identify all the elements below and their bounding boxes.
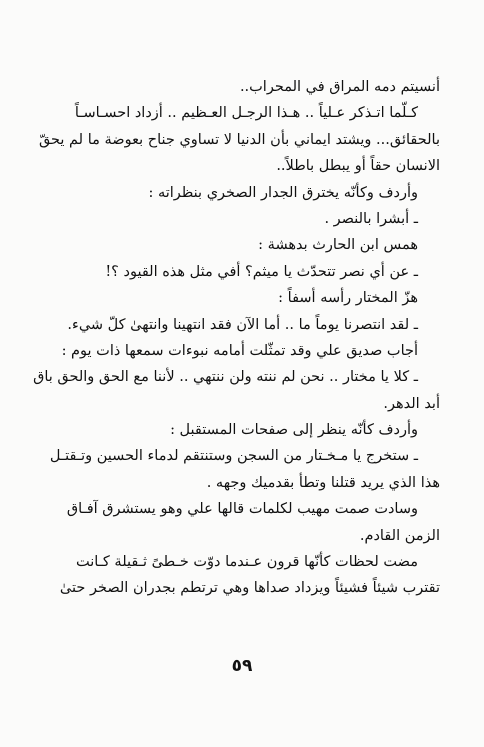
text-line: ـ أبشرا بالنصر .: [324, 210, 418, 227]
text-line: الانسان حقاً أو يبطل باطلاً..: [276, 158, 440, 175]
text-line: ـ عن أي نصر تتحدّث يا ميثم؟ أفي مثل هذه القيود ؟!: [105, 263, 418, 280]
text-line: هذا الذي يريد قتلنا وتطأ بقدميك وجهه .: [206, 474, 440, 491]
text-line: أبد الدهر.: [383, 395, 440, 412]
text-line: أنسيتم دمه المراق في المحراب..: [239, 79, 440, 95]
text-line: وأردف وكأنّه يخترق الجدار الصخري بنظراته :: [148, 184, 418, 201]
text-line: الزمن القادم.: [359, 527, 440, 544]
text-line: بالحقائق... ويشتد ايماني بأن الدنيا لا تساوي جناح بعوضة ما لم يحقّ: [38, 131, 440, 148]
text-line: مضت لحظات كأنّها قرون عـندما دوّت خـطىً ثـقيلة كـانت: [75, 554, 418, 571]
text-line: هزّ المختار رأسه أسفاً :: [278, 290, 418, 307]
text-line: همس ابن الحارث بدهشة :: [258, 237, 418, 254]
text-line: ـ ستخرج يا مـخـتار من السجن وستنتقم لدماء الحسين وتـقتـل: [49, 448, 418, 465]
text-line: ـ لقد انتصرنا يوماً ما .. أما الآن فقد انتهينا وانتهىٰ كلّ شيء.: [67, 316, 418, 333]
text-line: وسادت صمت مهيب لكلمات قالها علي وهو يستشرق آفـاق: [66, 501, 418, 518]
text-line: ـ كلا يا مختار .. نحن لم ننته ولن ننتهي .. لأننا مع الحق والحق باق: [33, 369, 418, 386]
text-line: كـلّما اتـذكر عـلياً .. هـذا الرجـل العـظيم .. أزداد احسـاسـاً: [74, 105, 418, 122]
text-line: أجاب صديق علي وقد تمثّلت أمامه نبوءات سمعها ذات يوم :: [61, 342, 418, 359]
body-text: [30, 74, 440, 602]
text-line: وأردف كأنّه ينظر إلى صفحات المستقبل :: [170, 422, 418, 439]
text-line: تقترب شيئاً فشيئاً ويزداد صداها وهي ترتطم بجدران الصخر حتىٰ: [59, 580, 440, 597]
page-number: ٥٩: [231, 656, 253, 676]
